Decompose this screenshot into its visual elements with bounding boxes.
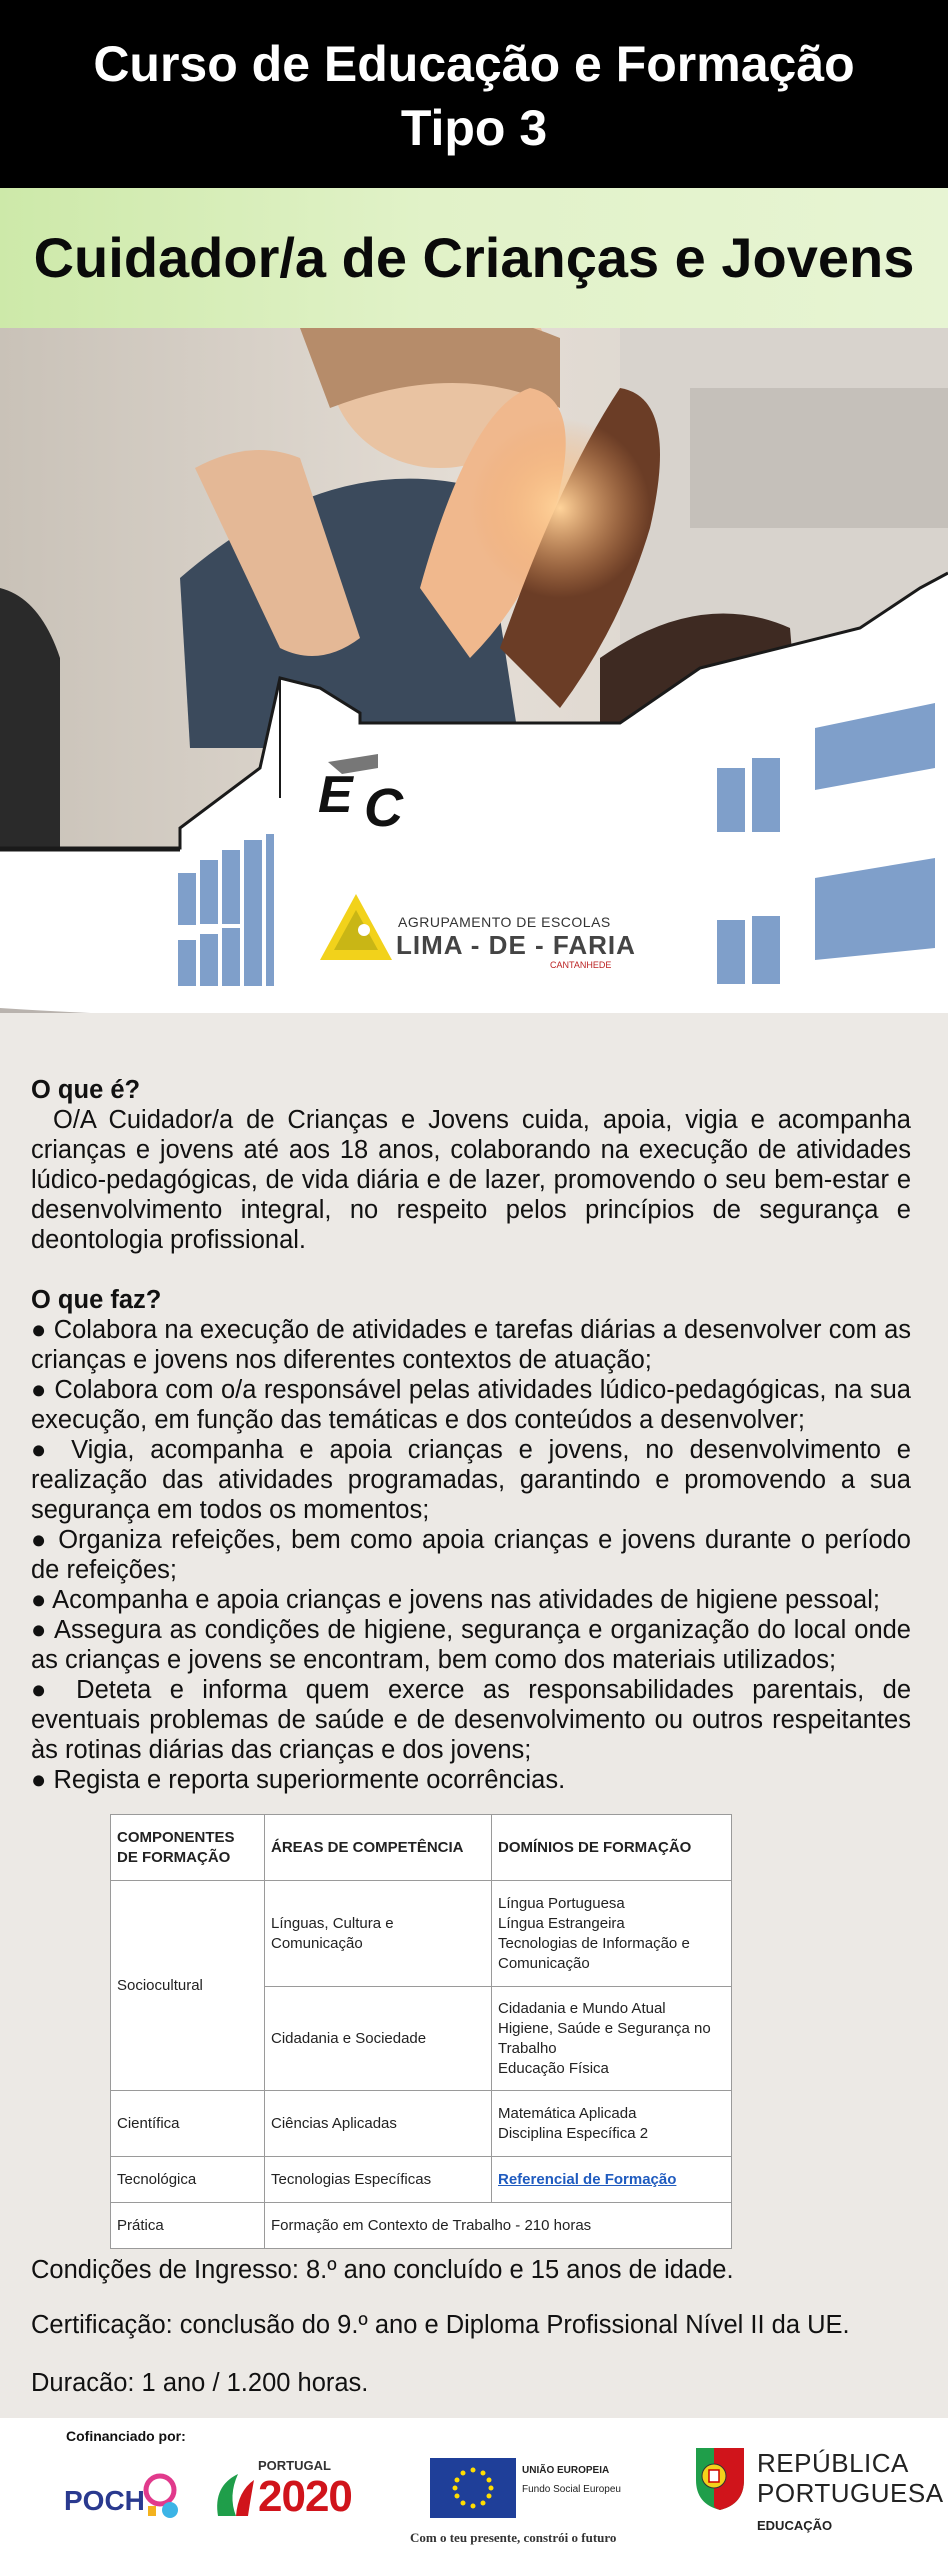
list-item: ● Colabora na execução de atividades e tarefas diárias a desenvolver com as crianças e jovens nos diferentes contextos de atuação;: [31, 1316, 911, 1374]
table-header: ÁREAS DE COMPETÊNCIA: [265, 1815, 492, 1881]
table-cell: [492, 2157, 732, 2203]
table-header-row: [111, 1815, 732, 1881]
domain-item: Tecnologias de Informação e Comunicação: [498, 1934, 690, 1972]
table-cell: Científica: [111, 2091, 265, 2157]
training-components-table: [110, 1814, 732, 2249]
list-item: ● Deteta e informa quem exerce as responsabilidades parentais, de eventuais problemas de saúde e de desenvolvimento ou outros respeitantes às rotinas diárias das crianças e dos jovens;: [31, 1676, 911, 1764]
school-logo: [318, 890, 636, 980]
education-label: EDUCAÇÃO: [757, 2518, 833, 2533]
list-item: ● Organiza refeições, bem como apoia crianças e jovens durante o período de refeições;: [31, 1526, 911, 1584]
admission-conditions: Condições de Ingresso: 8.º ano concluído e 15 anos de idade.: [31, 2256, 734, 2284]
list-item: ● Acompanha e apoia crianças e jovens nas atividades de higiene pessoal;: [31, 1586, 880, 1614]
what-is-text-body: O/A Cuidador/a de Crianças e Jovens cuida, apoia, vigia e acompanha crianças e jovens até aos 18 anos, colaborando na execução de atividades lúdico-pedagógicas, de vida diária e de lazer, promovendo o seu bem-estar e desenvolvimento integral, no respeito pelos princípios de segurança e deontologia profissional.: [31, 1106, 911, 1254]
school-logo-line3: CANTANHEDE: [550, 960, 612, 970]
domain-item: Cidadania e Mundo Atual: [498, 1999, 666, 2017]
eu-label: UNIÃO EUROPEIA: [522, 2465, 610, 2476]
table-cell: [492, 1881, 732, 1987]
list-item: ● Colabora com o/a responsável pelas atividades lúdico-pedagógicas, na sua execução, em função das temáticas e dos conteúdos a desenvolver;: [31, 1376, 911, 1434]
ec-logo: [318, 752, 428, 832]
domain-item: Língua Portuguesa: [498, 1894, 625, 1912]
portugal-label: PORTUGAL: [258, 2458, 331, 2473]
header-title-line1: Curso de Educação e Formação: [93, 36, 855, 92]
header-title-line2: Tipo 3: [400, 100, 548, 156]
domain-item: Higiene, Saúde e Segurança no Trabalho: [498, 2019, 711, 2057]
course-band: [0, 188, 948, 328]
table-row: [111, 2091, 732, 2157]
school-logo-line2: LIMA - DE - FARIA: [396, 930, 636, 960]
svg-text:POCH: POCH: [64, 2485, 145, 2516]
svg-text:E: E: [318, 766, 353, 824]
table-cell: Tecnológica: [111, 2157, 265, 2203]
table-cell: Tecnologias Específicas: [265, 2157, 492, 2203]
poch-logo: [62, 2466, 182, 2526]
domain-item: Disciplina Específica 2: [498, 2124, 649, 2142]
p2020-label: 2020: [258, 2472, 352, 2521]
school-logo-icon: [318, 890, 394, 966]
table-row: [111, 2157, 732, 2203]
table-row: [111, 2203, 732, 2249]
table-cell: Formação em Contexto de Trabalho - 210 horas: [265, 2203, 732, 2249]
table-cell: Cidadania e Sociedade: [265, 1987, 492, 2091]
duration: Duracão: 1 ano / 1.200 horas.: [31, 2369, 369, 2397]
what-does-heading: O que faz?: [31, 1286, 162, 1314]
main-content: [31, 1075, 911, 1795]
eu-flag-icon: [430, 2458, 516, 2518]
table-row: [111, 1881, 732, 1987]
table-cell: Sociocultural: [111, 1881, 265, 2091]
school-logo-line1: AGRUPAMENTO DE ESCOLAS: [398, 914, 611, 930]
domain-item: Língua Estrangeira: [498, 1914, 625, 1932]
table-header: COMPONENTES DE FORMAÇÃO: [111, 1815, 265, 1881]
list-item: ● Vigia, acompanha e apoia crianças e jovens, no desenvolvimento e realização das atividades programadas, garantindo e promovendo a sua segurança em todos os momentos;: [31, 1436, 911, 1524]
table-header: DOMÍNIOS DE FORMAÇÃO: [492, 1815, 732, 1881]
table-cell: Prática: [111, 2203, 265, 2249]
table-cell: [492, 2091, 732, 2157]
svg-text:C: C: [364, 778, 403, 832]
cofinanced-label: Cofinanciado por:: [66, 2428, 186, 2444]
domain-item: Matemática Aplicada: [498, 2104, 637, 2122]
republic-label-line2: PORTUGUESA: [757, 2478, 944, 2508]
portugal2020-icon: [208, 2466, 258, 2526]
list-item: ● Assegura as condições de higiene, segurança e organização do local onde as crianças e jovens se encontram, bem como dos materiais utilizados;: [31, 1616, 911, 1674]
slogan: Com o teu presente, constrói o futuro: [410, 2530, 617, 2545]
esf-label: Fundo Social Europeu: [522, 2484, 621, 2495]
what-is-heading: O que é?: [31, 1076, 141, 1104]
funding-footer: [0, 2418, 948, 2551]
republic-label-line1: REPÚBLICA: [757, 2448, 909, 2478]
what-is-text: [31, 1105, 911, 1255]
certification: Certificação: conclusão do 9.º ano e Diploma Profissional Nível II da UE.: [31, 2311, 850, 2339]
table-cell: Línguas, Cultura e Comunicação: [265, 1881, 492, 1987]
header-bar: [0, 0, 948, 188]
portugal-coat-of-arms-icon: [692, 2444, 748, 2514]
referencial-link[interactable]: Referencial de Formação: [498, 2170, 677, 2188]
course-title: Cuidador/a de Crianças e Jovens: [33, 226, 915, 289]
table-cell: [492, 1987, 732, 2091]
list-item: ● Regista e reporta superiormente ocorrências.: [31, 1766, 566, 1794]
table-cell: Ciências Aplicadas: [265, 2091, 492, 2157]
domain-item: Educação Física: [498, 2059, 609, 2077]
